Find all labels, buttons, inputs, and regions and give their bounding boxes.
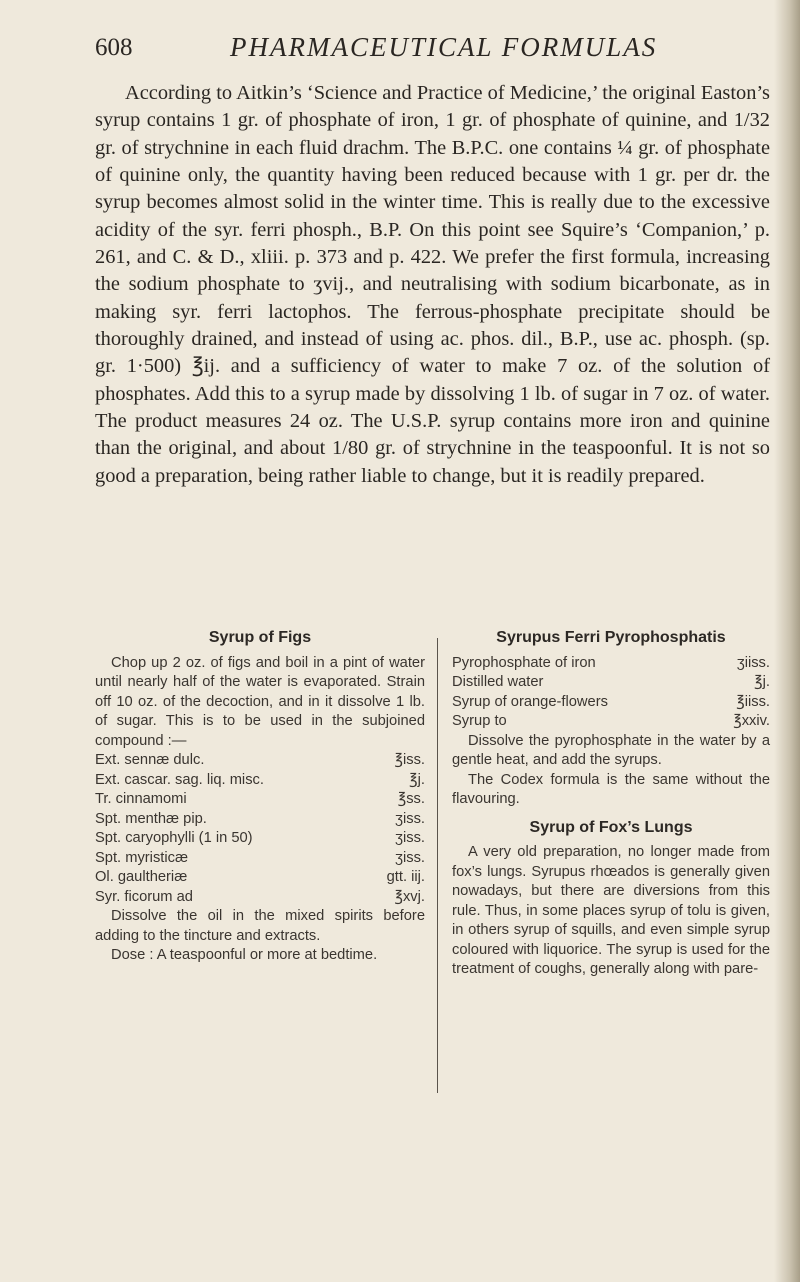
ingredient-qty: ʒiss. [394,830,425,846]
syrupus-ferri-title: Syrupus Ferri Pyrophosphatis [496,629,726,646]
ingredient-row [452,712,770,732]
right-column [452,628,770,980]
fox-lungs-title: Syrup of Fox’s Lungs [529,818,693,836]
ingredient-qty: ℥xvj. [394,888,425,905]
ingredient-qty: ℥ss. [397,791,425,807]
syrup-of-figs-directions: Dissolve the oil in the mixed spirits before adding to the tincture and extracts. [95,908,425,944]
ingredient-name: Distilled water [452,674,544,690]
column-divider [437,638,438,1093]
running-title: PHARMACEUTICAL FORMULAS [230,32,658,62]
ingredient-row [452,693,770,713]
ingredient-row [95,810,425,830]
ingredient-row [95,868,425,888]
fox-lungs-text: A very old preparation, no longer made from fox’s lungs. Syrupus rhœados is generally given nowadays, but there are diversions from this rule. Thus, in some places syrup of tolu is given, in others syrup of squills, and even simple syrup coloured with liquorice. The syrup is used for the treatment of coughs, generally along with pare- [452,844,770,977]
ingredient-row [95,829,425,849]
ingredient-name: Syrup to [452,713,507,729]
syrup-of-figs-dose: Dose : A teaspoonful or more at bedtime. [111,947,378,963]
ingredient-name: Syrup of orange-flowers [452,693,608,710]
left-column [95,628,425,966]
ingredient-qty: ℥j. [409,771,425,788]
page-edge-shadow [774,0,800,1282]
section-gap [452,810,770,818]
syrup-of-figs-intro: Chop up 2 oz. of figs and boil in a pint of water until nearly half of the water is evaporated. Strain off 10 oz. of the decoction, and in it dissolve 1 lb. of sugar. This is to be used in the subjoined compound :— [95,654,425,749]
ingredient-qty: gtt. iij. [386,869,425,885]
ingredient-row [95,771,425,791]
syrupus-ferri-note: The Codex formula is the same without the flavouring. [452,771,770,807]
ingredient-qty: ʒiss. [394,849,425,866]
page-number: 608 [95,34,133,61]
ingredient-name: Tr. cinnamomi [95,791,187,807]
syrupus-ferri-ingredients [452,654,770,732]
intro-paragraph [95,80,770,490]
syrup-of-figs-title: Syrup of Figs [208,629,312,646]
ingredient-name: Spt. menthæ pip. [95,810,207,827]
ingredient-row [95,751,425,771]
ingredient-name: Pyrophosphate of iron [452,654,596,671]
ingredient-name: Ol. gaultheriæ [95,869,188,885]
ingredient-qty: ʒiss. [394,810,425,827]
ingredient-name: Spt. caryophylli (1 in 50) [95,830,253,846]
syrupus-ferri-directions: Dissolve the pyrophosphate in the water by a gentle heat, and add the syrups. [452,732,770,768]
ingredient-qty: ℥j. [754,674,770,690]
syrup-of-figs-ingredients [95,751,425,907]
ingredient-name: Ext. cascar. sag. liq. misc. [95,771,264,788]
page-header [95,20,770,70]
ingredient-row [95,888,425,908]
ingredient-name: Syr. ficorum ad [95,888,193,905]
ingredient-qty: ℥iiss. [736,693,770,710]
intro-text: According to Aitkin’s ‘Science and Practice of Medicine,’ the original Easton’s syrup contains 1 gr. of phosphate of iron, 1 gr. of phosphate of quinine, and 1/32 gr. of strychnine in each fluid drachm. The B.P.C. one contains ¼ gr. of phosphate of quinine only, the quantity having been reduced because with 1 gr. per dr. the syrup becomes almost solid in the winter time. This is really due to the excessive acidity of the syr. ferri phosph., B.P. On this point see Squire’s ‘Companion,’ p. 261, and C. & D., xliii. p. 373 and p. 422. We prefer the first formula, increasing the sodium phosphate to ʒvij., and neutralising with sodium bicarbonate, as in making syr. ferri lactophos. The ferrous-phosphate precipitate should be thoroughly drained, and instead of using ac. phos. dil., B.P., use ac. phosph. (sp. gr. 1·500) ℥ij. and a sufficiency of water to make 7 oz. of the solution of phosphates. Add this to a syrup made by dissolving 1 lb. of sugar in 7 oz. of water. The product measures 24 oz. The U.S.P. syrup contains more iron and quinine than the original, and about 1/80 gr. of strychnine in the teaspoonful. It is not so good a preparation, being rather liable to change, but it is readily prepared. [95,82,770,487]
ingredient-row [452,654,770,674]
ingredient-row [95,849,425,869]
ingredient-qty: ℥iss. [394,752,425,768]
ingredient-name: Spt. myristicæ [95,849,189,866]
ingredient-qty: ʒiiss. [736,654,770,671]
ingredient-row [95,790,425,810]
ingredient-name: Ext. sennæ dulc. [95,752,205,768]
ingredient-qty: ℥xxiv. [733,713,770,729]
ingredient-row [452,673,770,693]
